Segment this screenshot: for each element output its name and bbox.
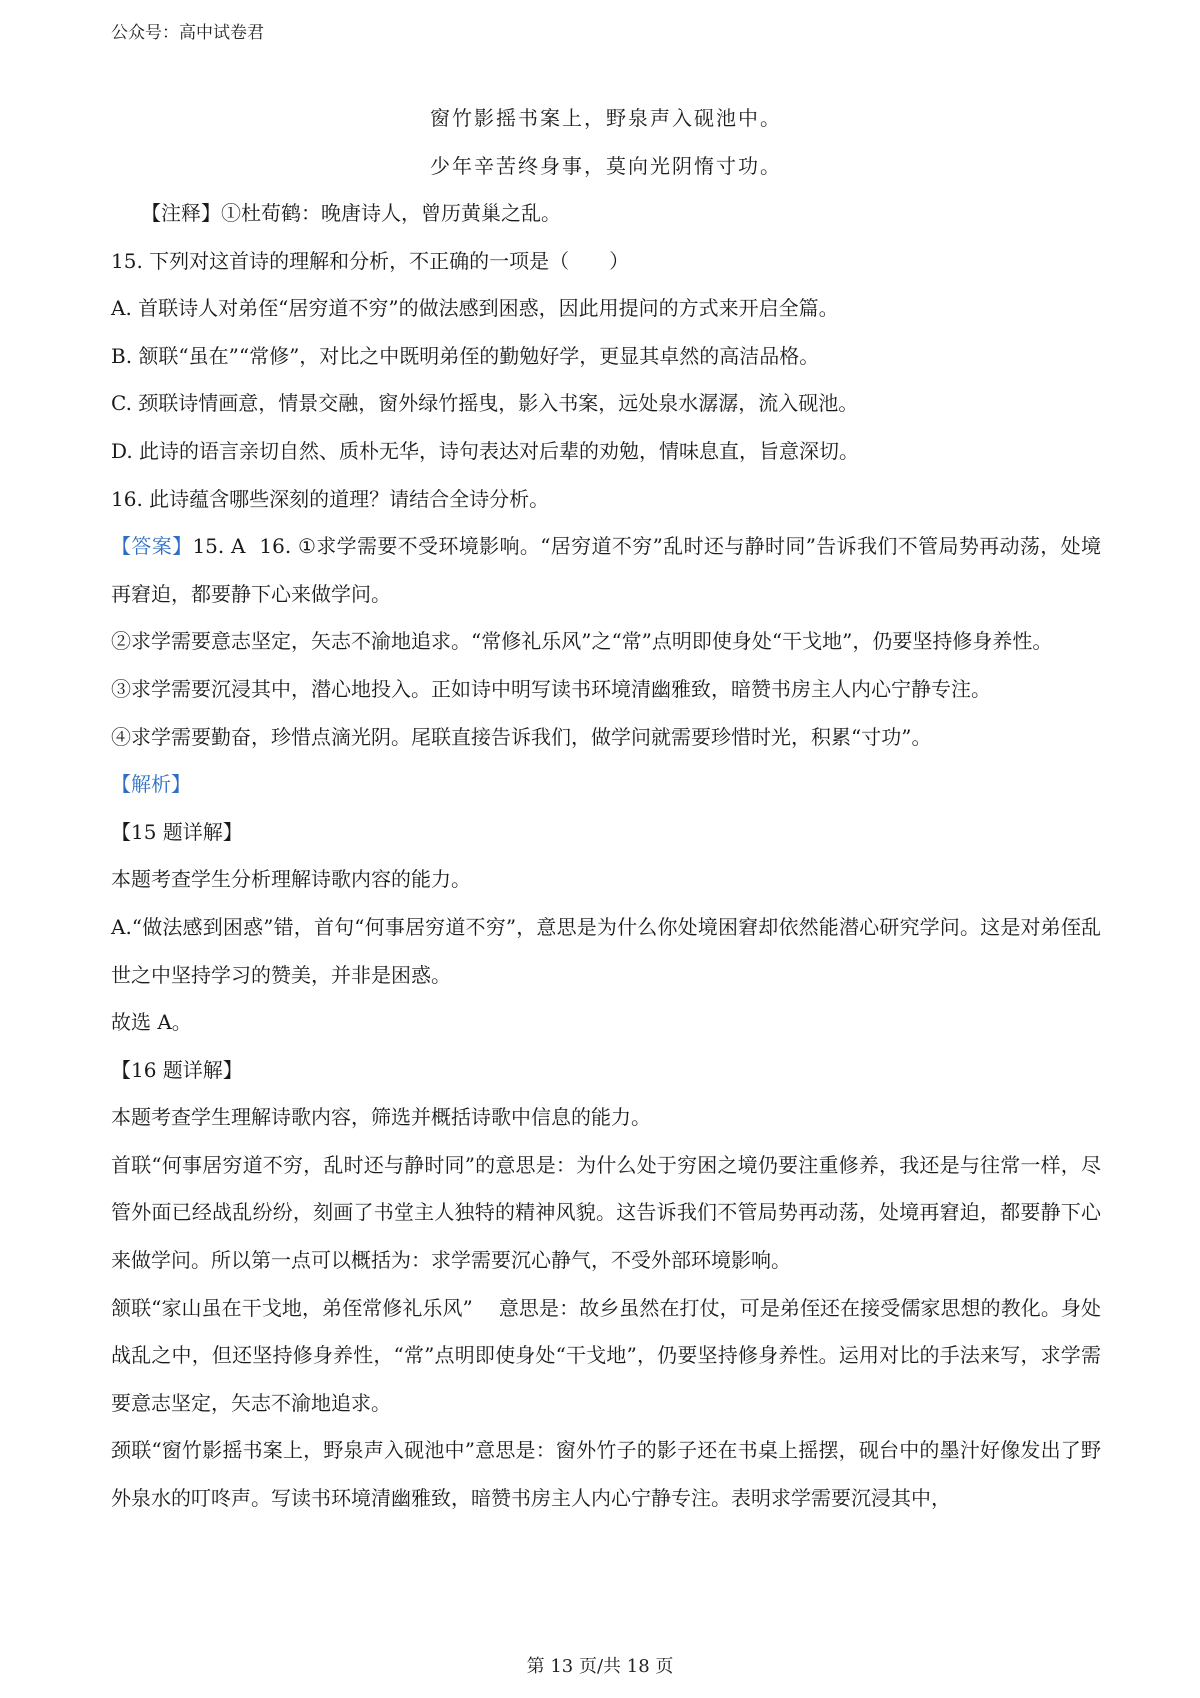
question-15-option-d: D. 此诗的语言亲切自然、质朴无华，诗句表达对后辈的劝勉，情味息直，旨意深切。 — [111, 438, 860, 463]
poem-note: 【注释】①杜荀鹤：晚唐诗人，曾历黄巢之乱。 — [141, 201, 561, 225]
question-16-stem: 16. 此诗蕴含哪些深刻的道理？请结合全诗分析。 — [111, 486, 550, 511]
answer-16-point-1: 16. ①求学需要不受环境影响。“居穷道不穷”乱时还与静时同”告诉我们不管局势再动荡，处境再窘迫，都要静下心来做学问。 — [111, 534, 1101, 606]
answer-15: 15. A — [192, 534, 246, 559]
question-15-option-c: C. 颈联诗情画意，情景交融，窗外绿竹摇曳，影入书案，远处泉水潺潺，流入砚池。 — [111, 391, 859, 416]
analysis-16-heading: 【16 题详解】 — [111, 1057, 243, 1082]
question-15-stem: 15. 下列对这首诗的理解和分析，不正确的一项是（ ） — [111, 248, 630, 273]
analysis-15-intro: 本题考查学生分析理解诗歌内容的能力。 — [111, 867, 471, 892]
page-number: 第 13 页/共 18 页 — [526, 1656, 674, 1677]
analysis-16-second-couplet — [111, 1285, 1101, 1428]
answer-tag: 【答案】 — [111, 534, 193, 559]
answer-16-point-3: ③求学需要沉浸其中，潜心地投入。正如诗中明写读书环境清幽雅致，暗赞书房主人内心宁静专注。 — [111, 676, 991, 701]
analysis-16-intro: 本题考查学生理解诗歌内容，筛选并概括诗歌中信息的能力。 — [111, 1105, 651, 1130]
source-header: 公众号：高中试卷君 — [111, 23, 264, 43]
question-15-option-a: A. 首联诗人对弟侄“居穷道不穷”的做法感到困惑，因此用提问的方式来开启全篇。 — [111, 296, 839, 321]
answer-paragraph — [111, 523, 1101, 618]
poem-line-2: 少年辛苦终身事，莫向光阴惰寸功。 — [430, 154, 782, 178]
answer-16-point-2: ②求学需要意志坚定，矢志不渝地追求。“常修礼乐风”之“常”点明即使身处“干戈地”，仍要坚持修身养性。 — [111, 629, 1053, 654]
analysis-16-first-couplet: 首联“何事居穷道不穷，乱时还与静时同”的意思是：为什么处于穷困之境仍要注重修养，我还是与往常一样，尽管外面已经战乱纷纷，刻画了书堂主人独特的精神风貌。这告诉我们不管局势再动荡，处境再窘迫，都要静下心来做学问。所以第一点可以概括为：求学需要沉心静气，不受外部环境影响。 — [111, 1152, 1101, 1273]
answer-16-point-4: ④求学需要勤奋，珍惜点滴光阴。尾联直接告诉我们，做学问就需要珍惜时光，积累“寸功”。 — [111, 724, 932, 749]
analysis-16-second-couplet-quote: 颔联“家山虽在干戈地，弟侄常修礼乐风” — [111, 1295, 473, 1320]
analysis-16-second-couplet-text: 意思是：故乡虽然在打仗，可是弟侄还在接受儒家思想的教化。身处战乱之中，但还坚持修身养性，“常”点明即使身处“干戈地”，仍要坚持修身养性。运用对比的手法来写，求学需要意志坚定，矢志不渝地追求。 — [111, 1295, 1101, 1415]
analysis-15-option-a: A.“做法感到困惑”错，首句“何事居穷道不穷”，意思是为什么你处境困窘却依然能潜心研究学问。这是对弟侄乱世之中坚持学习的赞美，并非是困惑。 — [111, 914, 1101, 987]
analysis-16-third-couplet: 颈联“窗竹影摇书案上，野泉声入砚池中”意思是：窗外竹子的影子还在书桌上摇摆，砚台中的墨汁好像发出了野外泉水的叮咚声。写读书环境清幽雅致，暗赞书房主人内心宁静专注。表明求学需要沉浸其中， — [111, 1438, 1101, 1511]
analysis-15-heading: 【15 题详解】 — [111, 819, 243, 844]
analysis-tag: 【解析】 — [111, 772, 191, 797]
question-15-option-b: B. 颔联“虽在”“常修”，对比之中既明弟侄的勤勉好学，更显其卓然的高洁品格。 — [111, 343, 820, 368]
analysis-15-conclusion: 故选 A。 — [111, 1010, 192, 1035]
poem-line-1: 窗竹影摇书案上，野泉声入砚池中。 — [430, 106, 782, 130]
document-body — [111, 94, 1101, 1523]
